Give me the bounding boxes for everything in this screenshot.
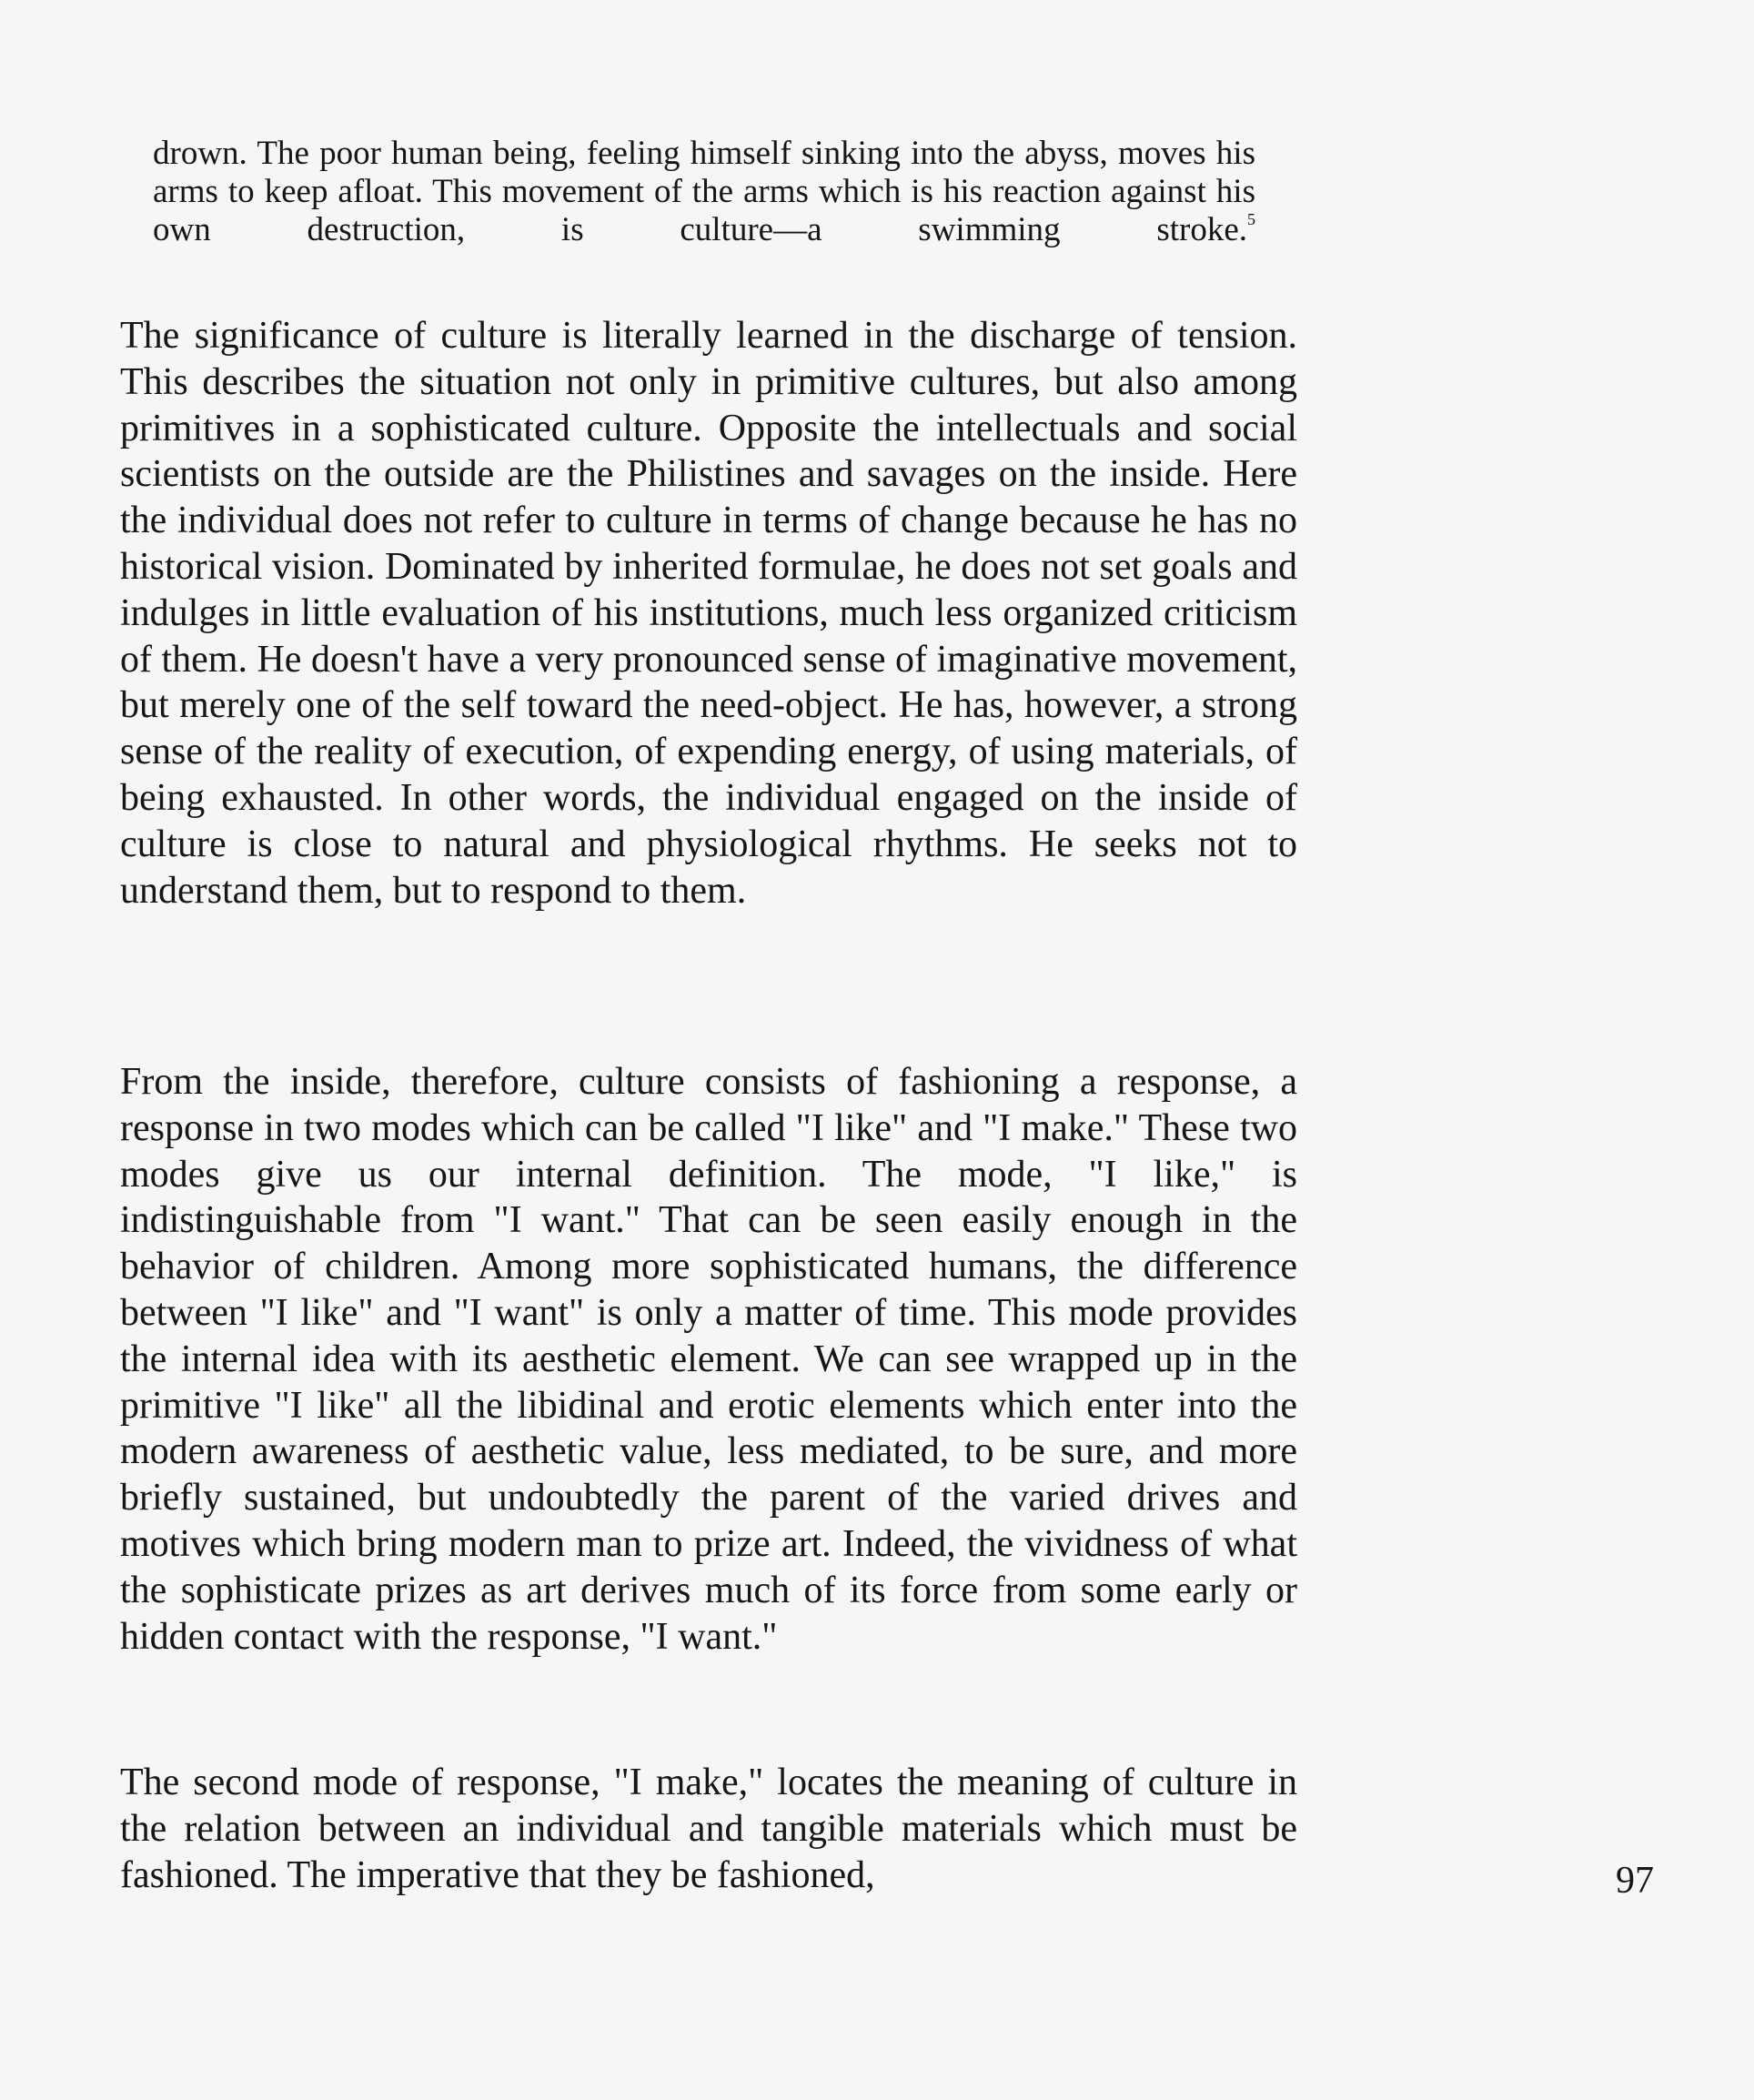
footnote-reference: 5 [1247,209,1255,228]
block-quote-text: drown. The poor human being, feeling himself sinking into the abyss, moves his arms to keep afloat. This movement of the arms which is his reaction against his own destruction, is culture—a swimming stroke. [153,135,1255,248]
body-paragraph-2: From the inside, therefore, culture consists of fashioning a response, a response in two modes which can be called "I like" and "I make." These two modes give us our internal definition. The mode, "I like," is indistinguishable from "I want." That can be seen easily enough in the behavior of children. Among more sophisticated humans, the difference between "I like" and "I want" is only a matter of time. This mode provides the internal idea with its aesthetic element. We can see wrapped up in the primitive "I like" all the libidinal and erotic elements which enter into the modern awareness of aesthetic value, less mediated, to be sure, and more briefly sustained, but undoubtedly the parent of the varied drives and motives which bring modern man to prize art. Indeed, the vividness of what the sophisticate prizes as art derives much of its force from some early or hidden contact with the response, "I want." [120,1061,1297,1658]
block-quote [153,135,1255,249]
body-paragraph-3: The second mode of response, "I make," locates the meaning of culture in the relation between an individual and tangible materials which must be fashioned. The imperative that they be fashioned, [120,1762,1297,1896]
body-paragraph-1: The significance of culture is literally learned in the discharge of tension. This describes the situation not only in primitive cultures, but also among primitives in a sophisticated culture. Opposite the intellectuals and social scientists on the outside are the Philistines and savages on the inside. Here the individual does not refer to culture in terms of change because he has no historical vision. Dominated by inherited formulae, he does not set goals and indulges in little evaluation of his institutions, much less organized criticism of them. He doesn't have a very pronounced sense of imaginative movement, but merely one of the self toward the need-object. He has, however, a strong sense of the reality of execution, of expending energy, of using materials, of being exhausted. In other words, the individual engaged on the inside of culture is close to natural and physiological rhythms. He seeks not to understand them, but to respond to them. [120,315,1298,912]
page-number: 97 [1616,1860,1654,1902]
